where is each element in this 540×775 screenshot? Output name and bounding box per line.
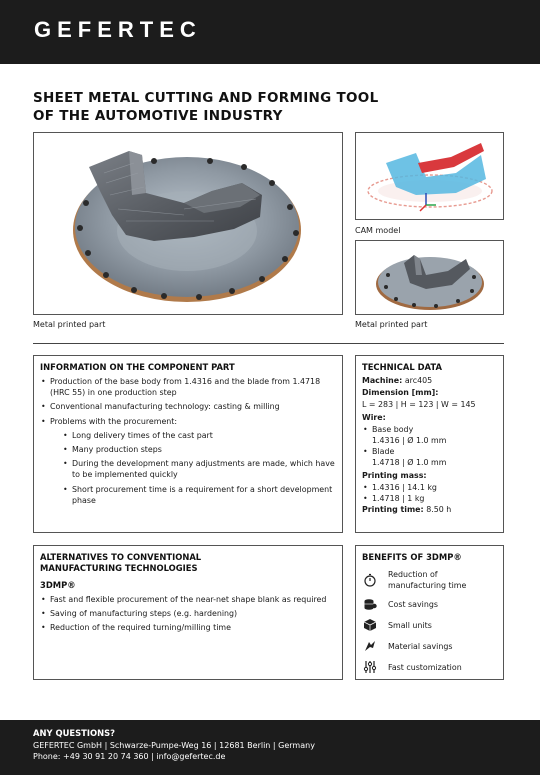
small-photo-caption: Metal printed part xyxy=(355,320,428,329)
resource-icon xyxy=(362,638,378,654)
benefit-label: Fast customization xyxy=(388,662,462,672)
footer-question: ANY QUESTIONS? xyxy=(33,728,115,738)
cam-model-caption: CAM model xyxy=(355,226,401,235)
wire-blade-value: 1.4718 | Ø 1.0 mm xyxy=(372,458,447,468)
wire-base-value: 1.4316 | Ø 1.0 mm xyxy=(372,436,447,446)
list-item-label: Problems with the procurement: xyxy=(50,416,178,426)
cam-model-image xyxy=(355,132,504,220)
alternatives-subheading: 3DMP® xyxy=(40,580,76,590)
wire-base-label: • Base body xyxy=(372,424,414,434)
printing-mass-list xyxy=(362,482,497,504)
alternatives-heading-line-1: ALTERNATIVES TO CONVENTIONAL xyxy=(40,552,202,562)
list-item: • Long delivery times of the cast part xyxy=(62,430,336,441)
printing-time-row xyxy=(362,504,497,515)
machine-value: arc405 xyxy=(404,376,433,385)
technical-data-heading: TECHNICAL DATA xyxy=(362,362,442,372)
benefit-item xyxy=(362,596,497,612)
component-info-panel xyxy=(33,355,343,533)
section-divider xyxy=(33,343,504,344)
list-item: • Production of the base body from 1.4316 and the blade from 1.4718 (HRC 55) in one production step xyxy=(40,376,336,398)
footer-bar xyxy=(0,720,540,775)
list-item: • Conventional manufacturing technology: casting & milling xyxy=(40,401,336,412)
list-item: • Saving of manufacturing steps (e.g. hardening) xyxy=(40,608,336,619)
component-info-heading: INFORMATION ON THE COMPONENT PART xyxy=(40,362,235,372)
component-info-list xyxy=(40,376,336,506)
coins-icon xyxy=(362,596,378,612)
list-item: • 1.4316 | 14.1 kg xyxy=(362,482,497,493)
stopwatch-icon xyxy=(362,572,378,588)
machine-label: Machine: xyxy=(362,376,403,385)
wire-label: Wire: xyxy=(362,412,386,422)
main-photo xyxy=(33,132,343,315)
alternatives-panel xyxy=(33,545,343,680)
benefits-panel xyxy=(355,545,504,680)
list-item: • Many production steps xyxy=(62,444,336,455)
list-item: • During the development many adjustments are made, which have to be implemented quickly xyxy=(62,458,336,480)
title-line-2: OF THE AUTOMOTIVE INDUSTRY xyxy=(33,108,283,124)
cam-model-render xyxy=(356,133,503,219)
printing-mass-label: Printing mass: xyxy=(362,470,427,480)
main-photo-caption: Metal printed part xyxy=(33,320,106,329)
wire-list xyxy=(362,424,497,469)
printing-time-label: Printing time: xyxy=(362,505,424,515)
technical-data-panel xyxy=(355,355,504,533)
list-item: • Fast and flexible procurement of the near-net shape blank as required xyxy=(40,594,336,605)
benefit-label: Reduction of manufacturing time xyxy=(388,570,467,591)
small-photo xyxy=(355,240,504,315)
list-item xyxy=(362,424,497,446)
list-item: • Short procurement time is a requirement for a short development phase xyxy=(62,484,336,506)
brand-logo[interactable]: GEFERTEC xyxy=(34,17,202,42)
metal-printed-part-small-image xyxy=(356,241,503,314)
wire-blade-label: • Blade xyxy=(372,447,395,457)
benefit-label: Cost savings xyxy=(388,599,438,609)
alternatives-list xyxy=(40,594,336,634)
dimension-value: L = 283 | H = 123 | W = 145 xyxy=(362,400,476,410)
printing-time-value: 8.50 h xyxy=(426,505,452,515)
benefit-item xyxy=(362,569,497,591)
sliders-icon xyxy=(362,659,378,675)
procurement-problems-list xyxy=(62,430,336,506)
benefit-item xyxy=(362,617,497,633)
benefit-label: Small units xyxy=(388,620,432,630)
header-bar xyxy=(0,0,540,64)
cube-icon xyxy=(362,617,378,633)
footer-contact[interactable]: Phone: +49 30 91 20 74 360 | info@gefertec.de xyxy=(33,752,226,761)
footer-address: GEFERTEC GmbH | Schwarze-Pumpe-Weg 16 | 12681 Berlin | Germany xyxy=(33,740,315,750)
benefit-item xyxy=(362,659,497,675)
page-title xyxy=(33,89,379,125)
dimension-label: Dimension [mm]: xyxy=(362,388,439,398)
list-item xyxy=(40,416,336,506)
title-line-1: SHEET METAL CUTTING AND FORMING TOOL xyxy=(33,90,379,106)
list-item: • 1.4718 | 1 kg xyxy=(362,493,497,504)
list-item xyxy=(362,446,497,468)
benefit-label: Material savings xyxy=(388,641,453,651)
benefits-heading: BENEFITS OF 3DMP® xyxy=(362,552,462,562)
benefit-item xyxy=(362,638,497,654)
alternatives-heading-line-2: MANUFACTURING TECHNOLOGIES xyxy=(40,563,198,573)
list-item: • Reduction of the required turning/milling time xyxy=(40,622,336,633)
machine-row xyxy=(362,375,497,386)
metal-printed-part-image xyxy=(34,133,342,314)
